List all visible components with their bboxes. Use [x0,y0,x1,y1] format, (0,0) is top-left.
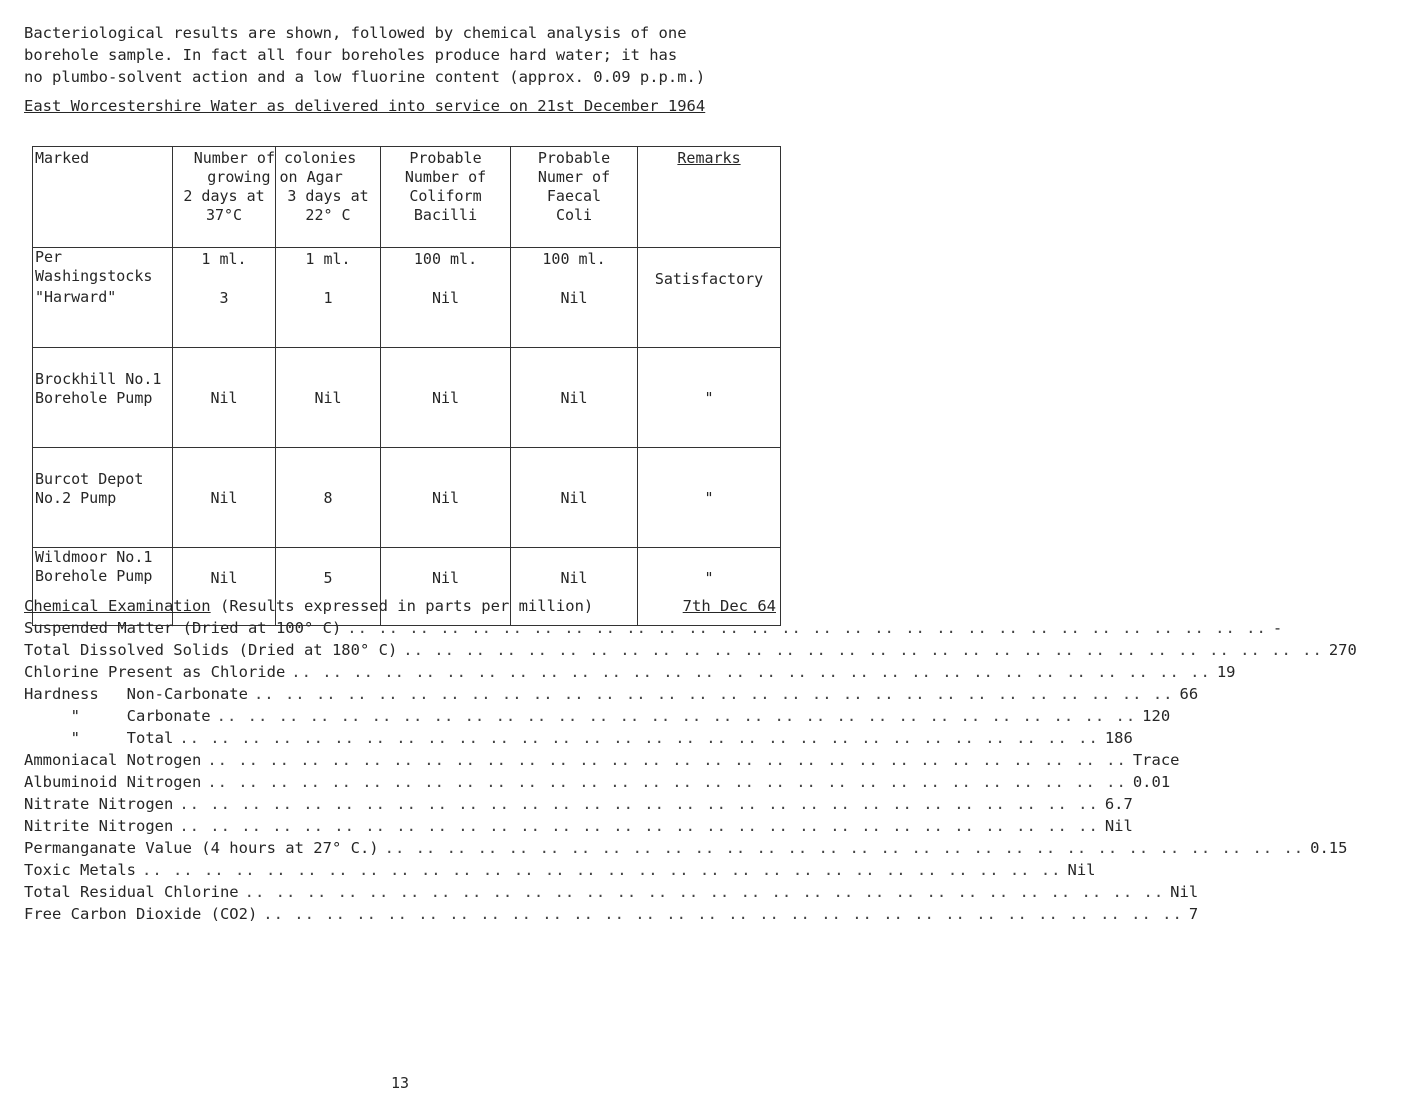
intro-line: no plumbo-solvent action and a low fluorine content (approx. 0.09 p.p.m.) [24,68,706,86]
dot-leader: .. .. .. .. .. .. .. .. .. .. .. .. .. .. .. .. .. .. .. .. .. .. .. .. .. .. .. .. .. .. [291,663,1211,681]
marked-line: Wildmoor No.1 [35,548,153,566]
header-line: Bacilli [413,206,478,224]
dot-leader: .. .. .. .. .. .. .. .. .. .. .. .. .. .. .. .. .. .. .. .. .. .. .. .. .. .. .. .. .. .. [263,905,1183,923]
item-value: 186 [1104,729,1133,747]
value: 8 [323,489,333,507]
value: Nil [560,569,588,587]
dot-leader: .. .. .. .. .. .. .. .. .. .. .. .. .. .. .. .. .. .. .. .. .. .. .. .. .. .. .. .. .. .. [253,685,1174,703]
page-number: 13 [390,1074,410,1092]
header-faecal [511,147,638,248]
item-value: 0.15 [1310,839,1348,857]
item-name: Permanganate Value (4 hours at 27° C.) [24,839,379,857]
value: 5 [323,569,333,587]
header-line: Probable [537,149,611,167]
header-days22: 3 days at 22° C [287,187,369,224]
list-item [24,685,1199,707]
header-line: Numer of [537,168,611,186]
dot-leader: .. .. .. .. .. .. .. .. .. .. .. .. .. .. .. .. .. .. .. .. .. .. .. .. .. .. .. .. .. .. [403,641,1323,659]
cell-remarks: Satisfactory [638,248,781,348]
item-name: " Carbonate [24,707,211,725]
cell-faecal [511,348,638,448]
dot-leader: .. .. .. .. .. .. .. .. .. .. .. .. .. .. .. .. .. .. .. .. .. .. .. .. .. .. .. .. .. .. [179,817,1099,835]
item-name: Total Residual Chlorine [24,883,239,901]
dot-leader: .. .. .. .. .. .. .. .. .. .. .. .. .. .. .. .. .. .. .. .. .. .. .. .. .. .. .. .. .. .. [216,707,1137,725]
dot-leader: .. .. .. .. .. .. .. .. .. .. .. .. .. .. .. .. .. .. .. .. .. .. .. .. .. .. .. .. .. .. [179,729,1099,747]
dot-leader: .. .. .. .. .. .. .. .. .. .. .. .. .. .. .. .. .. .. .. .. .. .. .. .. .. .. .. .. .. .. [207,751,1127,769]
value: " [704,389,714,407]
cell-coliform [381,348,511,448]
item-name: Albuminoid Nitrogen [24,773,202,791]
list-item [24,663,1236,685]
item-name: Nitrite Nitrogen [24,817,174,835]
cell-remarks [638,348,781,448]
header-days37: 2 days at 37°C [183,187,265,224]
item-name: Hardness Non-Carbonate [24,685,248,703]
chemical-title: Chemical Examination [24,597,211,615]
cell-remarks [638,448,781,548]
value: Nil [210,389,238,407]
dot-leader: .. .. .. .. .. .. .. .. .. .. .. .. .. .. .. .. .. .. .. .. .. .. .. .. .. .. .. .. .. .. [207,773,1127,791]
cell-marked [33,348,173,448]
analysis-date: 7th Dec 64 [682,597,776,615]
header-line: Number of [404,168,487,186]
item-value: 6.7 [1104,795,1133,813]
value: Nil [431,289,460,307]
marked-line: Brockhill No.1 [35,370,162,388]
item-value: Trace [1132,751,1180,769]
list-item [24,905,1199,927]
item-name: Total Dissolved Solids (Dried at 180° C) [24,641,398,659]
value: Nil [431,569,460,587]
header-line: Coli [555,206,593,224]
cell-faecal [511,448,638,548]
dot-leader: .. .. .. .. .. .. .. .. .. .. .. .. .. .. .. .. .. .. .. .. .. .. .. .. .. .. .. .. .. .. [244,883,1165,901]
bacteriological-table [32,146,781,626]
marked-line: Per Washingstocks [35,248,153,285]
item-name: " Total [24,729,174,747]
header-coliform [381,147,511,248]
item-name: Suspended Matter (Dried at 100° C) [24,619,342,637]
dot-leader: .. .. .. .. .. .. .. .. .. .. .. .. .. .. .. .. .. .. .. .. .. .. .. .. .. .. .. .. .. .. [347,619,1267,637]
chemical-header [24,597,784,619]
table-row [33,348,781,448]
header-colonies-line: growing on Agar [207,168,343,186]
item-value: 19 [1216,663,1236,681]
unit-label: 100 ml. [542,250,606,268]
cell-d37 [173,248,276,348]
cell-d22 [276,448,381,548]
cell-marked [33,248,173,348]
table-header-row [33,147,781,248]
item-value: Nil [1104,817,1133,835]
dot-leader: .. .. .. .. .. .. .. .. .. .. .. .. .. .. .. .. .. .. .. .. .. .. .. .. .. .. .. .. .. .. [179,795,1099,813]
item-name: Chlorine Present as Chloride [24,663,286,681]
intro-line: borehole sample. In fact all four boreholes produce hard water; it has [24,46,678,64]
item-name: Toxic Metals [24,861,136,879]
value: " [704,569,714,587]
unit-label: 100 ml. [413,250,478,268]
table-row [33,448,781,548]
intro-paragraph [24,22,784,88]
value: Nil [431,489,460,507]
value: Nil [560,289,588,307]
chemical-examination [24,597,1357,927]
item-value: 0.01 [1132,773,1171,791]
marked-line: Burcot Depot [35,470,144,488]
marked-line: "Harward" [35,288,117,306]
list-item [24,707,1171,729]
header-colonies-line: Number of colonies [193,149,357,167]
value: Nil [560,489,588,507]
list-item [24,883,1199,905]
list-item [24,619,1283,641]
item-name: Free Carbon Dioxide (CO2) [24,905,258,923]
value: Nil [560,389,588,407]
item-value: Nil [1170,883,1199,901]
unit-label: 1 ml. [201,250,247,268]
cell-d22 [276,248,381,348]
marked-line: Borehole Pump [35,389,153,407]
cell-d37 [173,448,276,548]
cell-marked [33,448,173,548]
cell-coliform [381,248,511,348]
header-remarks [638,147,781,248]
marked-line: No.2 Pump [35,489,117,507]
list-item [24,861,1096,883]
marked-line: Borehole Pump [35,567,153,585]
list-item [24,795,1133,817]
list-item [24,839,1348,861]
value: " [704,489,714,507]
cell-d37 [173,348,276,448]
item-name: Nitrate Nitrogen [24,795,174,813]
cell-d22 [276,348,381,448]
dot-leader: .. .. .. .. .. .. .. .. .. .. .. .. .. .. .. .. .. .. .. .. .. .. .. .. .. .. .. .. .. .. [384,839,1305,857]
value: Nil [210,569,238,587]
section-heading: East Worcestershire Water as delivered into service on 21st December 1964 [24,97,706,115]
chemical-subtitle: (Results expressed in parts per million) [219,597,594,615]
dot-leader: .. .. .. .. .. .. .. .. .. .. .. .. .. .. .. .. .. .. .. .. .. .. .. .. .. .. .. .. .. .. [141,861,1062,879]
header-remarks-label: Remarks [677,149,741,167]
list-item [24,751,1180,773]
value: 3 [219,289,229,307]
chemical-heading [24,597,593,619]
list-item [24,773,1171,795]
item-value: 66 [1179,685,1199,703]
item-value: Nil [1067,861,1096,879]
header-line: Probable [409,149,482,167]
value: Nil [431,389,460,407]
table-row [33,248,781,348]
item-value: 270 [1328,641,1357,659]
cell-faecal [511,248,638,348]
item-value: 7 [1188,905,1199,923]
value: Nil [210,489,238,507]
value: Nil [314,389,342,407]
intro-line: Bacteriological results are shown, followed by chemical analysis of one [24,24,687,42]
cell-coliform [381,448,511,548]
header-line: Faecal [546,187,602,205]
chemical-results-list [24,619,1357,927]
unit-label: 1 ml. [305,250,351,268]
list-item [24,817,1133,839]
header-marked: Marked [33,147,173,248]
header-line: Coliform [409,187,482,205]
item-value: - [1272,619,1283,637]
value: 1 [323,289,333,307]
list-item [24,641,1357,663]
item-value: 120 [1142,707,1171,725]
list-item [24,729,1133,751]
item-name: Ammoniacal Notrogen [24,751,202,769]
